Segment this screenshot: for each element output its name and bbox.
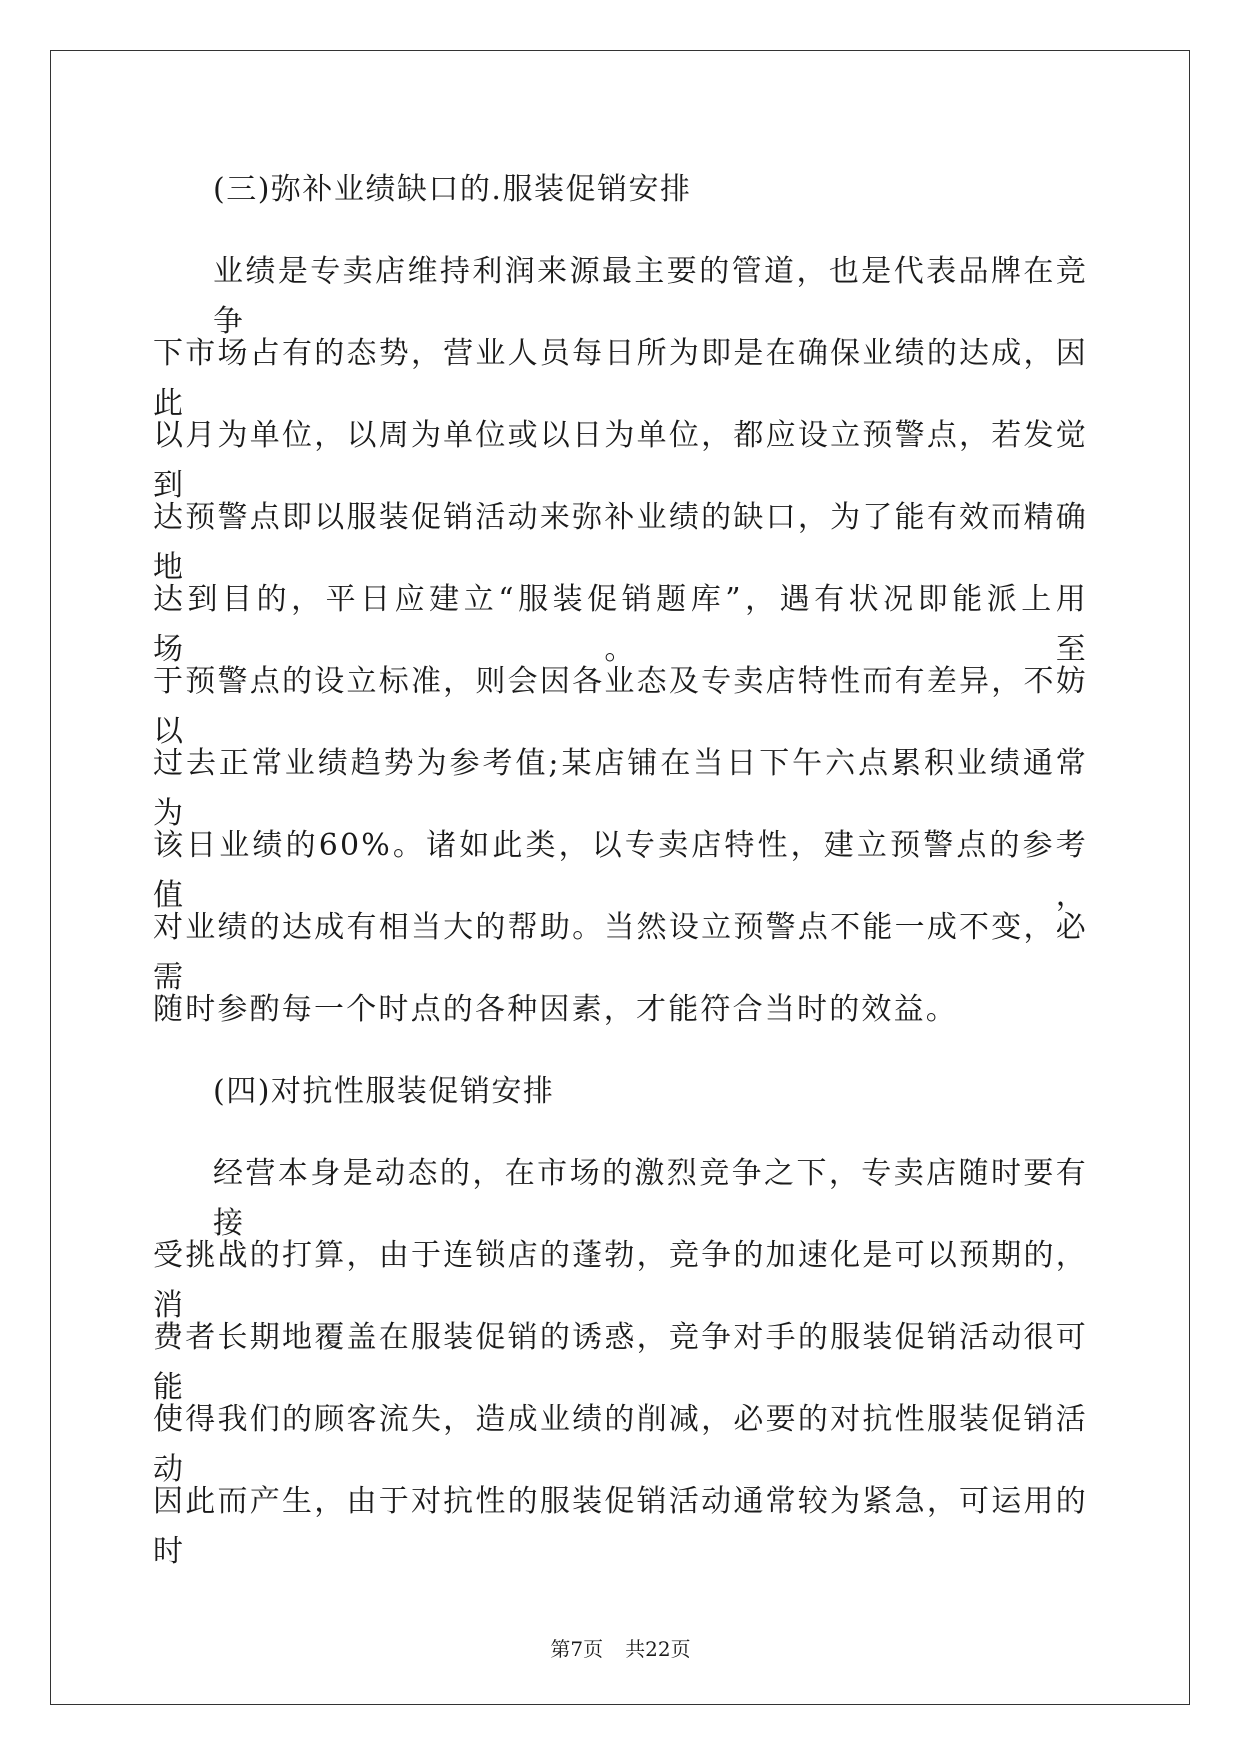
section-heading: (四)对抗性服装促销安排 (213, 1074, 555, 1109)
page-total: 共22页 (625, 1637, 691, 1661)
paragraph-line: 受挑战的打算，由于连锁店的蓬勃，竞争的加速化是可以预期的，消 (153, 1238, 1088, 1323)
paragraph-line: 达到目的，平日应建立“服装促销题库”，遇有状况即能派上用场。至 (153, 582, 1088, 667)
page-footer (0, 1633, 1241, 1662)
paragraph-line: 经营本身是动态的，在市场的激烈竞争之下，专卖店随时要有接 (213, 1156, 1088, 1241)
paragraph-line: 过去正常业绩趋势为参考值;某店铺在当日下午六点累积业绩通常为 (153, 746, 1088, 831)
paragraph-line: 随时参酌每一个时点的各种因素，才能符合当时的效益。 (153, 992, 958, 1027)
paragraph-line: 因此而产生，由于对抗性的服装促销活动通常较为紧急，可运用的时 (153, 1484, 1088, 1569)
paragraph-line: 业绩是专卖店维持利润来源最主要的管道，也是代表品牌在竞争 (213, 254, 1088, 339)
paragraph-line: 下市场占有的态势，营业人员每日所为即是在确保业绩的达成，因此 (153, 336, 1088, 421)
document-body (153, 165, 1088, 1569)
paragraph-line: 于预警点的设立标准，则会因各业态及专卖店特性而有差异，不妨以 (153, 664, 1088, 749)
paragraph-line: 达预警点即以服装促销活动来弥补业绩的缺口，为了能有效而精确地 (153, 500, 1088, 585)
paragraph-line: 使得我们的顾客流失，造成业绩的削减，必要的对抗性服装促销活动 (153, 1402, 1088, 1487)
paragraph-line: 费者长期地覆盖在服装促销的诱惑，竞争对手的服装促销活动很可能 (153, 1320, 1088, 1405)
paragraph-line: 以月为单位，以周为单位或以日为单位，都应设立预警点，若发觉到 (153, 418, 1088, 503)
paragraph-line: 对业绩的达成有相当大的帮助。当然设立预警点不能一成不变，必需 (153, 910, 1088, 995)
paragraph-line: 该日业绩的60%。诸如此类，以专卖店特性，建立预警点的参考值， (153, 828, 1088, 913)
section-heading: (三)弥补业绩缺口的.服装促销安排 (213, 172, 692, 207)
page-number: 第7页 (550, 1637, 604, 1661)
